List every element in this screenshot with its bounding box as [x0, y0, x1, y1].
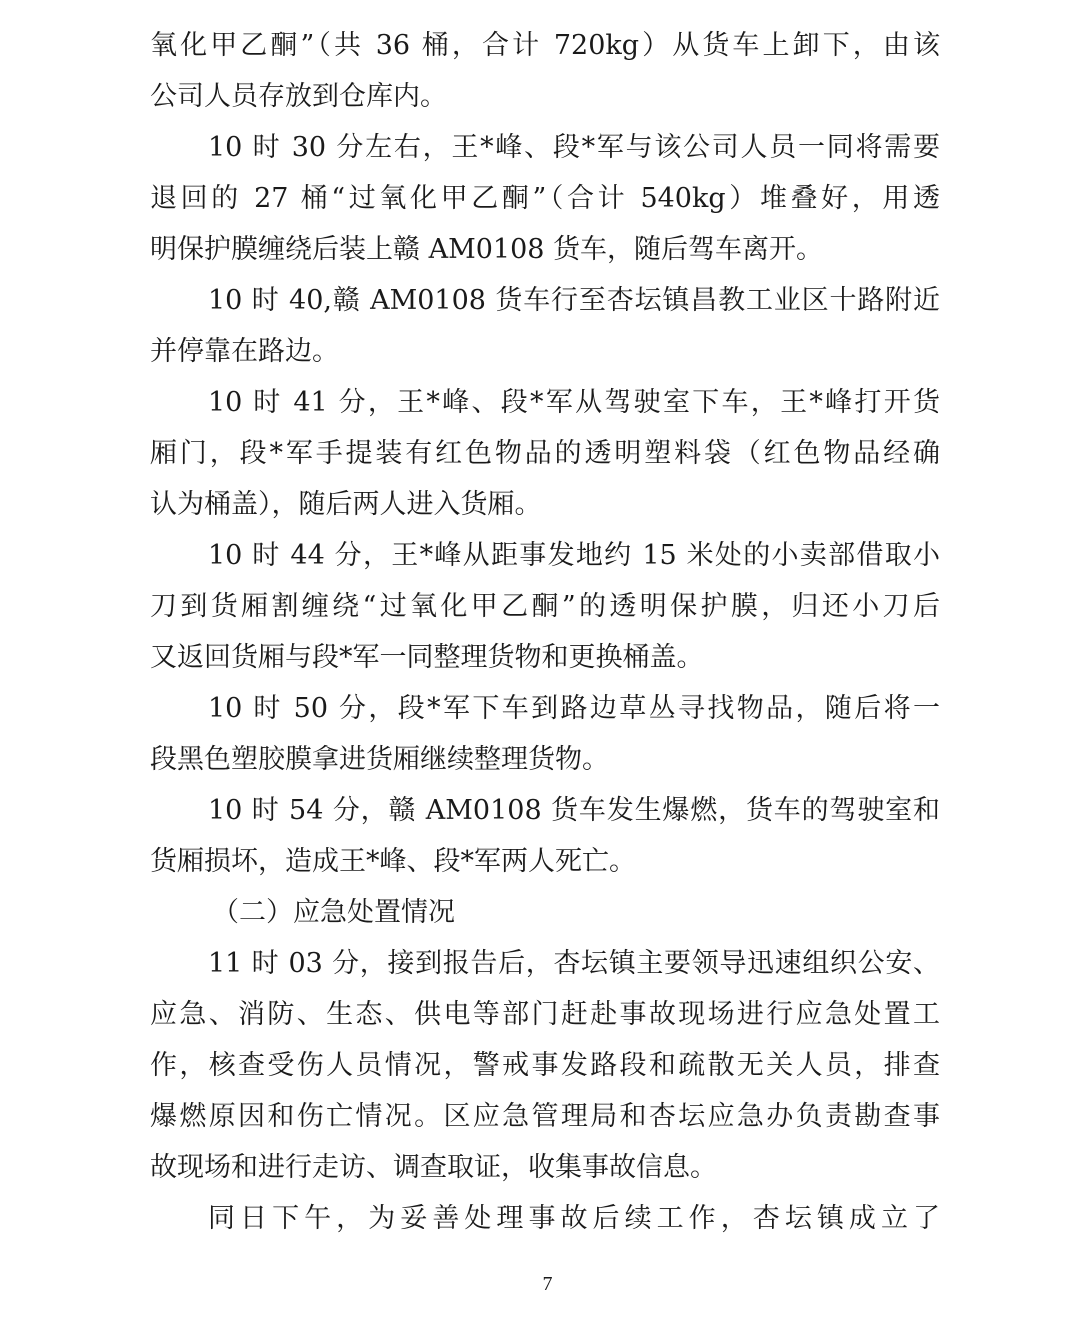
text-line: 厢门，段*军手提装有红色物品的透明塑料袋（红色物品经确 [150, 438, 940, 469]
text-line: 11 时 03 分，接到报告后，杏坛镇主要领导迅速组织公安、 [208, 948, 940, 979]
text-line: 10 时 40,赣 AM0108 货车行至杏坛镇昌教工业区十路附近 [208, 285, 940, 316]
text-line: 又返回货厢与段*军一同整理货物和更换桶盖。 [150, 642, 704, 673]
paragraph-1041 [150, 377, 940, 530]
text-line: 10 时 50 分，段*军下车到路边草丛寻找物品，随后将一 [208, 693, 940, 724]
text-line: 10 时 44 分，王*峰从距事发地约 15 米处的小卖部借取小 [208, 540, 940, 571]
text-line: 货厢损坏，造成王*峰、段*军两人死亡。 [150, 846, 636, 877]
text-line: 10 时 54 分，赣 AM0108 货车发生爆燃，货车的驾驶室和 [208, 795, 940, 826]
text-line: 明保护膜缠绕后装上赣 AM0108 货车，随后驾车离开。 [150, 234, 824, 265]
paragraph-afternoon [150, 1193, 940, 1244]
text-line: 氧化甲乙酮”（共 36 桶，合计 720kg）从货车上卸下，由该 [150, 30, 940, 61]
paragraph-1054 [150, 785, 940, 887]
text-line: 故现场和进行走访、调查取证，收集事故信息。 [150, 1152, 717, 1183]
text-line: 退回的 27 桶“过氧化甲乙酮”（合计 540kg）堆叠好，用透 [150, 183, 940, 214]
text-line: 10 时 41 分，王*峰、段*军从驾驶室下车，王*峰打开货 [208, 387, 940, 418]
paragraph-1044 [150, 530, 940, 683]
page-number: 7 [542, 1273, 553, 1295]
text-line: 10 时 30 分左右，王*峰、段*军与该公司人员一同将需要 [208, 132, 940, 163]
section-heading: （二）应急处置情况 [212, 897, 455, 928]
text-line: 爆燃原因和伤亡情况。区应急管理局和杏坛应急办负责勘查事 [150, 1101, 940, 1132]
text-line: 段黑色塑胶膜拿进货厢继续整理货物。 [150, 744, 609, 775]
text-line: 公司人员存放到仓库内。 [150, 81, 447, 112]
text-line: 并停靠在路边。 [150, 336, 339, 367]
text-line: 刀到货厢割缠绕“过氧化甲乙酮”的透明保护膜，归还小刀后 [150, 591, 940, 622]
text-line: 认为桶盖），随后两人进入货厢。 [150, 489, 542, 520]
paragraph-1030 [150, 122, 940, 275]
paragraph-unloading [150, 20, 940, 122]
body-text [150, 20, 940, 1244]
text-line: 同日下午，为妥善处理事故后续工作，杏坛镇成立了 [208, 1203, 940, 1234]
section-heading-emergency-response [150, 887, 940, 938]
text-line: 作，核查受伤人员情况，警戒事发路段和疏散无关人员，排查 [150, 1050, 940, 1081]
text-line: 应急、消防、生态、供电等部门赶赴事故现场进行应急处置工 [150, 999, 940, 1030]
paragraph-1040 [150, 275, 940, 377]
paragraph-1103 [150, 938, 940, 1193]
paragraph-1050 [150, 683, 940, 785]
